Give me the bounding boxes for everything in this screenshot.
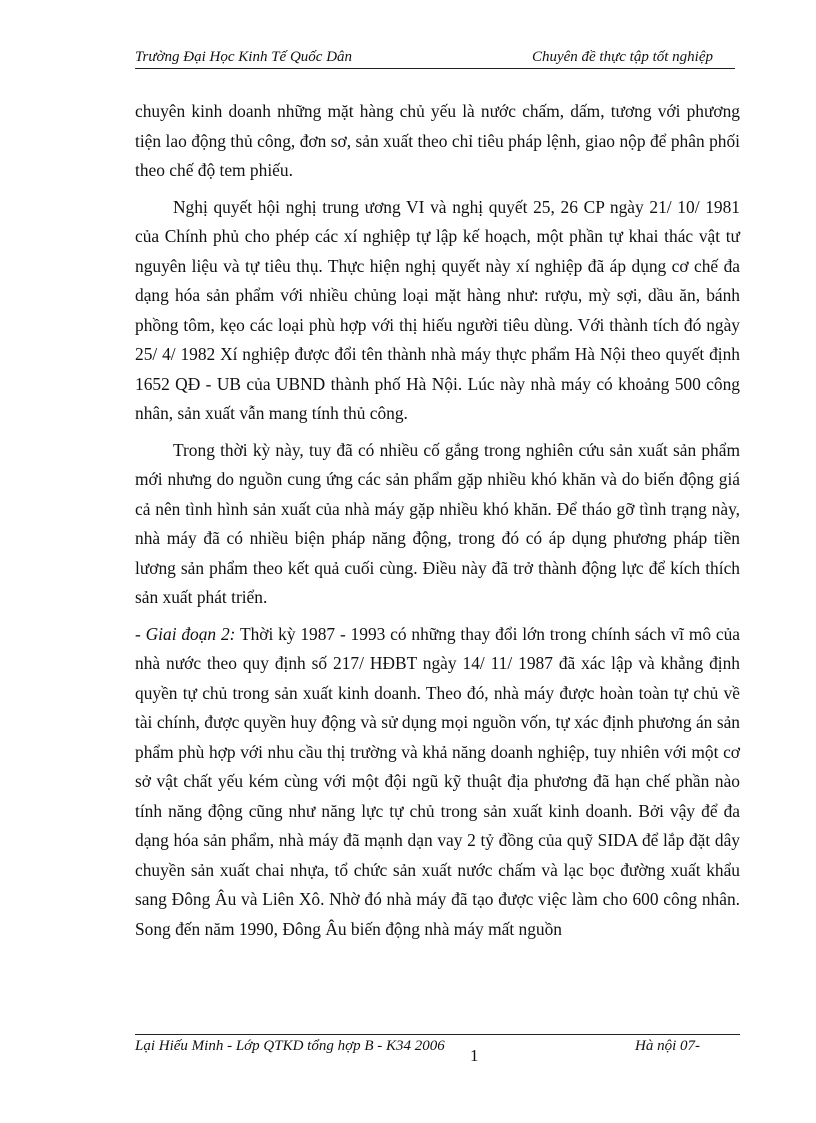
header-title: Chuyên đề thực tập tốt nghiệp [531,49,713,65]
footer-date: Hà nội 07- [635,1038,700,1054]
paragraph-1: chuyên kinh doanh những mặt hàng chủ yếu là nước chấm, dấm, tương với phương tiện lao động thủ công, đơn sơ, sản xuất theo chỉ tiêu pháp lệnh, giao nộp để phân phối theo chế độ tem phiếu. [135,101,740,180]
phase-label: - Giai đoạn 2: [135,623,236,644]
page-number: 1 [470,1046,479,1065]
footer-author: Lại Hiếu Minh - Lớp QTKD tổng hợp B - K34 2006 [135,1038,445,1054]
page-footer [135,1034,740,1065]
paragraph-3: Trong thời kỳ này, tuy đã có nhiều cố gắng trong nghiên cứu sản xuất sản phẩm mới nhưng do nguồn cung ứng các sản phẩm gặp nhiều khó khăn và do biến động giá cả nên tình hình sản xuất của nhà máy gặp nhiều khó khăn. Để tháo gỡ tình trạng này, nhà máy đã có nhiều biện pháp năng động, trong đó có áp dụng phương pháp tiền lương sản phẩm theo kết quả cuối cùng. Điều này đã trở thành động lực để kích thích sản xuất phát triển. [135,439,740,607]
document-body [135,97,740,944]
paragraph-4-text: Thời kỳ 1987 - 1993 có những thay đổi lớn trong chính sách vĩ mô của nhà nước theo quy định số 217/ HĐBT ngày 14/ 11/ 1987 đã xác lập và khẳng định quyền tự chủ trong sản xuất kinh doanh. Theo đó, nhà máy được hoàn toàn tự chủ về tài chính, được quyền huy động và sử dụng mọi nguồn vốn, tự xác định phương án sản phẩm phù hợp với nhu cầu thị trường và khả năng doanh nghiệp, tuy nhiên với một cơ sở vật chất yếu kém cùng với một đội ngũ kỹ thuật địa phương đã hạn chế phần nào tính năng động cũng như năng lực tự chủ trong sản xuất kinh doanh. Bởi vậy để đa dạng hóa sản phẩm, nhà máy đã mạnh dạn vay 2 tỷ đồng của quỹ SIDA để lắp đặt dây chuyền sản xuất chai nhựa, tổ chức sản xuất nước chấm và lạc bọc đường xuất khẩu sang Đông Âu và Liên Xô. Nhờ đó nhà máy đã tạo được việc làm cho 600 công nhân. Song đến năm 1990, Đông Âu biến động nhà máy mất nguồn [135,623,740,939]
paragraph-4 [135,620,740,945]
page-header [135,46,735,69]
header-school: Trường Đại Học Kinh Tế Quốc Dân [135,49,353,65]
paragraph-2: Nghị quyết hội nghị trung ương VI và nghị quyết 25, 26 CP ngày 21/ 10/ 1981 của Chính phủ cho phép các xí nghiệp tự lập kế hoạch, một phần tự khai thác vật tư nguyên liệu và tự tiêu thụ. Thực hiện nghị quyết này xí nghiệp đã áp dụng cơ chế đa dạng hóa sản phẩm với nhiều chủng loại mặt hàng như: rượu, mỳ sợi, dầu ăn, bánh phồng tôm, kẹo các loại phù hợp với thị hiếu người tiêu dùng. Với thành tích đó ngày 25/ 4/ 1982 Xí nghiệp được đổi tên thành nhà máy thực phẩm Hà Nội theo quyết định 1652 QĐ - UB của UBND thành phố Hà Nội. Lúc này nhà máy có khoảng 500 công nhân, sản xuất vẫn mang tính thủ công. [135,196,740,423]
